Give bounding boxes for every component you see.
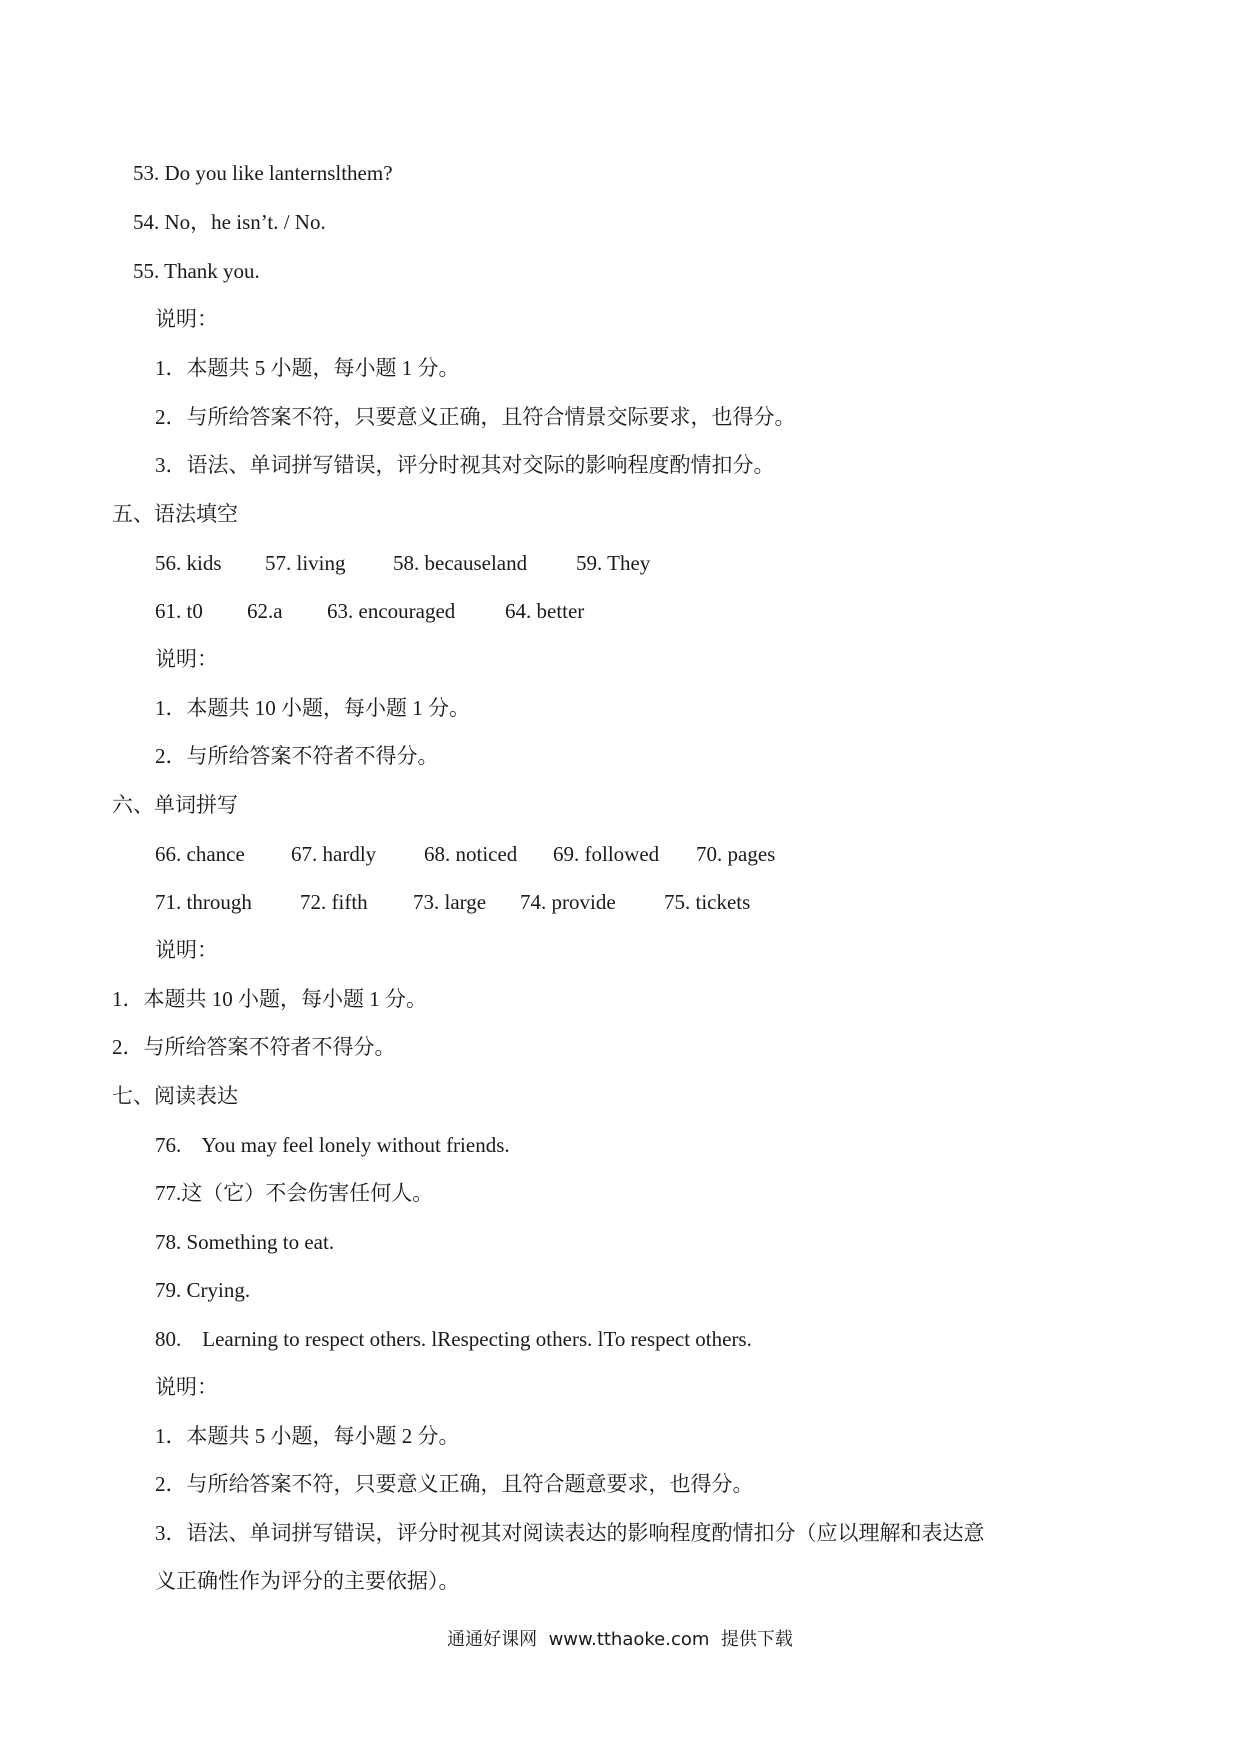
- note-title: 说明：: [155, 307, 218, 331]
- note-title: 说明：: [155, 647, 218, 671]
- answer-item: 75. tickets: [664, 890, 751, 914]
- answer-item: 58. becauseland: [393, 551, 528, 575]
- answer-item: 61. t0: [155, 599, 203, 623]
- answer-row: [0, 549, 1240, 577]
- note-item: 1．本题共 10 小题，每小题 1 分。: [155, 696, 470, 720]
- answer-item: 68. noticed: [424, 842, 518, 866]
- note-item: 2．与所给答案不符，只要意义正确，且符合题意要求，也得分。: [155, 1472, 754, 1496]
- answer-80: 80. Learning to respect others. lRespecting others. lTo respect others.: [155, 1327, 752, 1351]
- answer-55: 55. Thank you.: [133, 259, 260, 283]
- answer-row: [0, 888, 1240, 916]
- note-item: 2．与所给答案不符，只要意义正确，且符合情景交际要求，也得分。: [155, 405, 796, 429]
- answer-item: 63. encouraged: [327, 599, 456, 623]
- answer-item: 62.a: [247, 599, 283, 623]
- answer-76: 76. You may feel lonely without friends.: [155, 1133, 510, 1157]
- answer-item: 71. through: [155, 890, 252, 914]
- section-heading: 七、阅读表达: [112, 1084, 238, 1108]
- answer-item: 66. chance: [155, 842, 245, 866]
- answer-item: 73. large: [413, 890, 487, 914]
- note-item: 1．本题共 5 小题，每小题 1 分。: [155, 356, 460, 380]
- answer-item: 56. kids: [155, 551, 222, 575]
- answer-79: 79. Crying.: [155, 1278, 251, 1302]
- section-heading: 六、单词拼写: [112, 793, 238, 817]
- answer-53: 53. Do you like lanternslthem?: [133, 161, 393, 185]
- answer-row: [0, 597, 1240, 625]
- note-item: 1．本题共 10 小题，每小题 1 分。: [112, 987, 427, 1011]
- answer-78: 78. Something to eat.: [155, 1230, 335, 1254]
- answer-item: 64. better: [505, 599, 585, 623]
- answer-77: 77.这（它）不会伤害任何人。: [155, 1181, 434, 1205]
- answer-item: 67. hardly: [291, 842, 377, 866]
- note-title: 说明：: [155, 1375, 218, 1399]
- answer-item: 57. living: [265, 551, 346, 575]
- answer-54: 54. No，he isn’t. / No.: [133, 210, 326, 234]
- note-item: 2．与所给答案不符者不得分。: [155, 744, 439, 768]
- answer-item: 74. provide: [520, 890, 616, 914]
- note-item: 3．语法、单词拼写错误，评分时视其对阅读表达的影响程度酌情扣分（应以理解和表达意: [155, 1521, 985, 1545]
- note-item: 3．语法、单词拼写错误，评分时视其对交际的影响程度酌情扣分。: [155, 453, 775, 477]
- answer-item: 72. fifth: [300, 890, 368, 914]
- note-item: 1．本题共 5 小题，每小题 2 分。: [155, 1424, 460, 1448]
- answer-item: 59. They: [576, 551, 651, 575]
- answer-row: [0, 840, 1240, 868]
- page-footer: 通通好课网 www.tthaoke.com 提供下载: [447, 1629, 793, 1650]
- note-title: 说明：: [155, 938, 218, 962]
- note-item: 义正确性作为评分的主要依据）。: [155, 1569, 460, 1593]
- note-item: 2．与所给答案不符者不得分。: [112, 1035, 396, 1059]
- answer-item: 69. followed: [553, 842, 660, 866]
- section-heading: 五、语法填空: [112, 502, 238, 526]
- answer-item: 70. pages: [696, 842, 776, 866]
